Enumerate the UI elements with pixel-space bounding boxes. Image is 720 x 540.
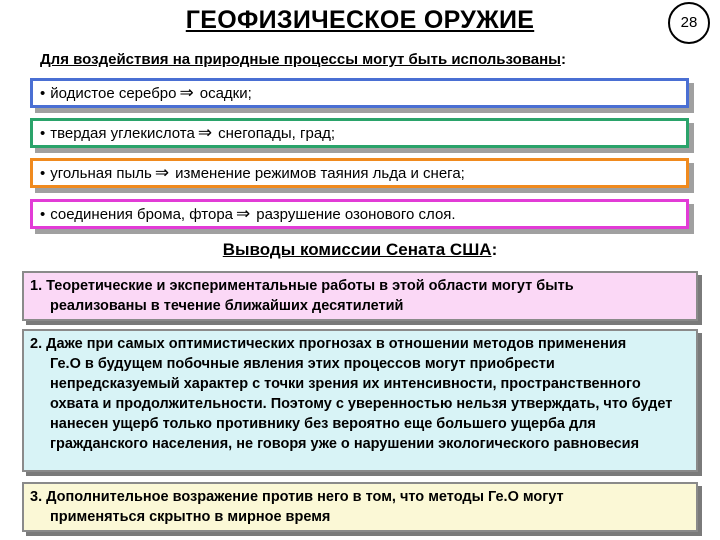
double-arrow-icon: ⇒ xyxy=(154,163,170,182)
page-number-badge: 28 xyxy=(668,2,710,44)
item-cause: йодистое серебро xyxy=(50,85,177,102)
conclusion-box-3 xyxy=(22,482,698,532)
item-cause: соединения брома, фтора xyxy=(50,206,234,223)
conclusion-rest: Ге.О в будущем побочные явления этих процессов могут приобрести непредсказуемый характер с точки зрения их интенсивности, пространственного охвата и продолжительности. Поэтому с уверенностью нельзя утверждать, что будет нанесен ущерб только противнику без вероятно еще большего ущерба для гражданского населения, не говоря уже о нарушении экологического равновесия xyxy=(50,356,673,452)
item-effect: снегопады, град; xyxy=(218,125,336,142)
double-arrow-icon: ⇒ xyxy=(236,204,251,223)
subtitle-text: Для воздействия на природные процессы могут быть использованы xyxy=(40,51,561,68)
conclusion-first-line: 1. Теоретические и экспериментальные работы в этой области могут быть xyxy=(30,278,574,294)
item-cause: твердая углекислота xyxy=(50,125,195,142)
item-effect: изменение режимов таяния льда и снега; xyxy=(175,165,465,182)
item-effect: разрушение озонового слоя. xyxy=(256,206,456,223)
conclusions-heading-text: Выводы комиссии Сената США xyxy=(222,240,492,259)
conclusion-first-line: 2. Даже при самых оптимистических прогнозах в отношении методов применения xyxy=(30,336,627,352)
conclusion-box-2 xyxy=(22,329,698,472)
conclusion-rest: реализованы в течение ближайших десятилетий xyxy=(50,298,404,314)
conclusions-heading xyxy=(0,240,720,260)
item-cause: угольная пыль xyxy=(50,165,152,182)
bullet-icon: • xyxy=(40,125,46,142)
subtitle-colon: : xyxy=(560,51,566,68)
list-item-dry-ice xyxy=(30,118,689,148)
list-item-bromine-fluorine xyxy=(30,199,689,229)
conclusion-first-line: 3. Дополнительное возражение против него в том, что методы Ге.О могут xyxy=(30,489,564,505)
subtitle xyxy=(40,51,566,68)
bullet-icon: • xyxy=(40,165,46,182)
list-item-coal-dust xyxy=(30,158,689,188)
double-arrow-icon: ⇒ xyxy=(197,123,213,142)
double-arrow-icon: ⇒ xyxy=(179,83,194,102)
conclusion-box-1 xyxy=(22,271,698,321)
conclusion-rest: применяться скрытно в мирное время xyxy=(50,509,331,525)
list-item-silver-iodide xyxy=(30,78,689,108)
item-effect: осадки; xyxy=(199,85,252,102)
conclusions-heading-colon: : xyxy=(491,240,498,259)
page-title: ГЕОФИЗИЧЕСКОЕ ОРУЖИЕ xyxy=(185,6,535,34)
bullet-icon: • xyxy=(40,85,46,102)
bullet-icon: • xyxy=(40,206,46,223)
